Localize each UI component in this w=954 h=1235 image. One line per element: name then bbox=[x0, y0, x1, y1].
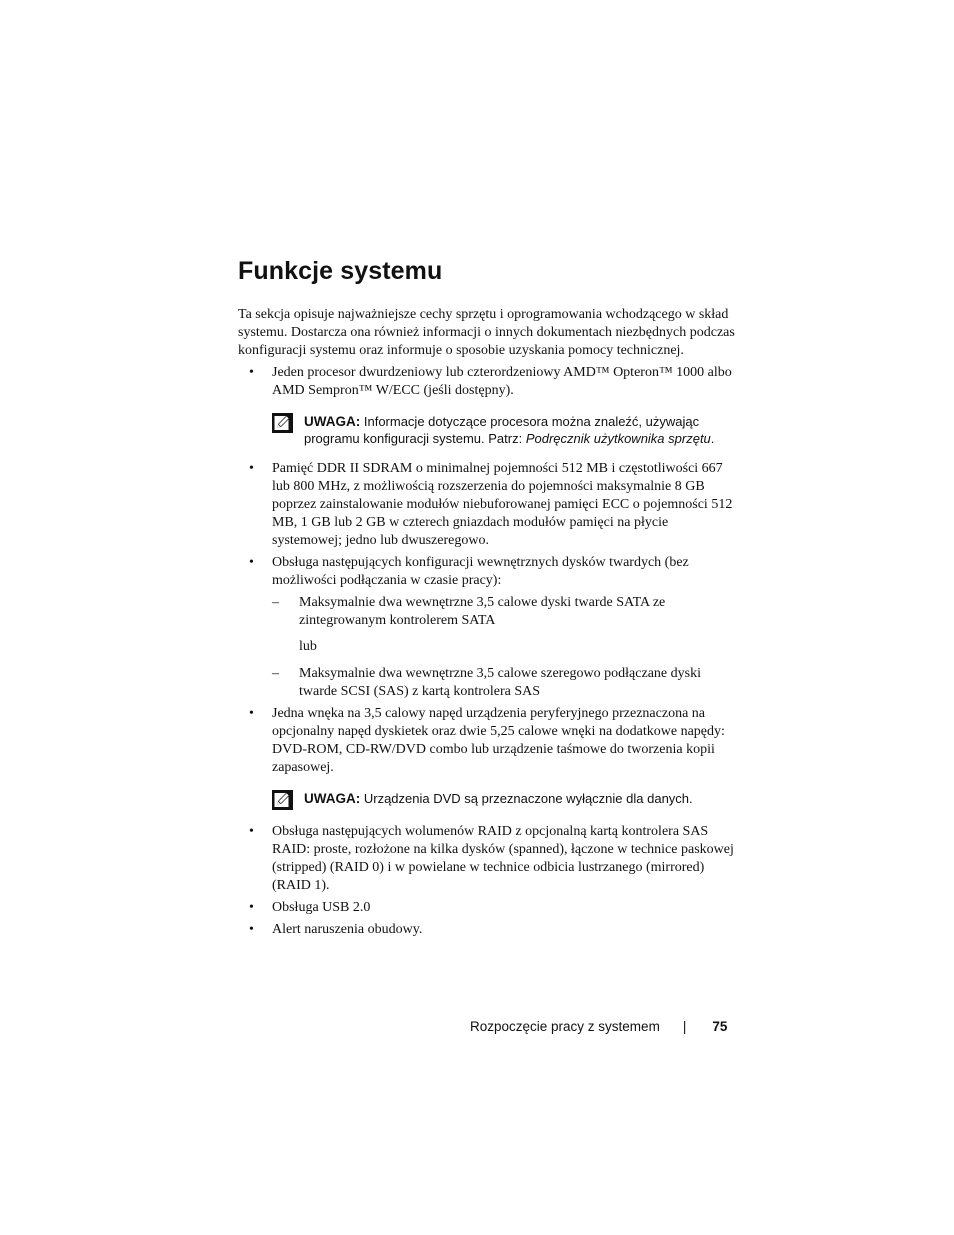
bullet-mark: • bbox=[249, 824, 254, 839]
note-pencil-icon bbox=[272, 790, 293, 810]
list-item-text: Pamięć DDR II SDRAM o minimalnej pojemności 512 MB i częstotliwości 667 lub 800 MHz, z możliwością rozszerzenia do pojemności maksymalnie 8 GB poprzez zainstalowanie modułów niebuforowanej pamięci ECC o pojemności 512 MB, 1 GB lub 2 GB w czterech gniazdach modułów pamięci na płycie systemowej; jedno lub dwuszeregowo. bbox=[272, 461, 733, 548]
note-pencil-icon bbox=[272, 413, 293, 433]
bullet-mark: • bbox=[249, 706, 254, 721]
list-item-text: Jedna wnęka na 3,5 calowy napęd urządzenia peryferyjnego przeznaczona na opcjonalny napęd dyskietek oraz dwie 5,25 calowe wnęki na dodatkowe napędy: DVD-ROM, CD-RW/DVD combo lub urządzenie taśmowe do tworzenia kopii zapasowej. bbox=[272, 706, 725, 775]
note-label: UWAGA: bbox=[304, 791, 361, 806]
sub-list-item-text: Maksymalnie dwa wewnętrzne 3,5 calowe dyski twarde SATA ze zintegrowanym kontrolerem SATA bbox=[299, 595, 666, 628]
sub-list-item bbox=[272, 665, 738, 701]
list-item bbox=[238, 823, 738, 895]
list-item-text: Obsługa następujących wolumenów RAID z opcjonalną kartą kontrolera SAS RAID: proste, rozłożone na kilka dysków (spanned), łączone w technice paskowej (stripped) (RAID 0) i w powielane w technice odbicia lustrzanego (mirrored) (RAID 1). bbox=[272, 824, 734, 893]
intro-paragraph: Ta sekcja opisuje najważniejsze cechy sprzętu i oprogramowania wchodzącego w skład systemu. Dostarcza ona również informacji o innych dokumentach niezbędnych podczas konfiguracji systemu oraz informuje o sposobie uzyskania pomocy technicznej. bbox=[238, 307, 735, 358]
or-text: lub bbox=[299, 639, 317, 654]
list-item-text: Obsługa następujących konfiguracji wewnętrznych dysków twardych (bez możliwości podłączania w czasie pracy): bbox=[272, 555, 689, 588]
note-label: UWAGA: bbox=[304, 414, 361, 429]
list-item bbox=[238, 705, 738, 810]
list-item bbox=[238, 364, 738, 447]
page-content bbox=[238, 256, 738, 943]
page-title: Funkcje systemu bbox=[238, 257, 443, 285]
dash-mark: – bbox=[272, 595, 279, 610]
feature-list bbox=[238, 364, 738, 939]
note-box bbox=[272, 413, 738, 447]
note-text bbox=[304, 413, 738, 447]
bullet-mark: • bbox=[249, 555, 254, 570]
list-item-text: Jeden procesor dwurdzeniowy lub czterordzeniowy AMD™ Opteron™ 1000 albo AMD Sempron™ W/ECC (jeśli dostępny). bbox=[272, 365, 732, 398]
list-item bbox=[238, 921, 738, 939]
note-body: Informacje dotyczące procesora można znaleźć, używając programu konfiguracji systemu. Patrz: bbox=[304, 414, 700, 446]
page-number: 75 bbox=[712, 1019, 728, 1034]
note-box bbox=[272, 790, 738, 810]
bullet-mark: • bbox=[249, 922, 254, 937]
sub-list bbox=[272, 594, 738, 630]
sub-list bbox=[272, 665, 738, 701]
footer-separator: | bbox=[682, 1019, 687, 1034]
page-footer bbox=[470, 1019, 736, 1034]
bullet-mark: • bbox=[249, 900, 254, 915]
list-item bbox=[238, 460, 738, 550]
note-reference: Podręcznik użytkownika sprzętu bbox=[525, 431, 711, 446]
sub-list-item-text: Maksymalnie dwa wewnętrzne 3,5 calowe szeregowo podłączane dyski twarde SCSI (SAS) z kartą kontrolera SAS bbox=[299, 666, 701, 699]
list-item-text: Alert naruszenia obudowy. bbox=[272, 922, 423, 937]
note-body: Urządzenia DVD są przeznaczone wyłącznie dla danych. bbox=[360, 791, 693, 806]
note-end: . bbox=[710, 431, 715, 446]
list-item-text: Obsługa USB 2.0 bbox=[272, 900, 371, 915]
note-text bbox=[304, 790, 693, 807]
sub-list-item bbox=[272, 594, 738, 630]
bullet-mark: • bbox=[249, 461, 254, 476]
dash-mark: – bbox=[272, 666, 279, 681]
list-item bbox=[238, 554, 738, 701]
bullet-mark: • bbox=[249, 365, 254, 380]
list-item bbox=[238, 899, 738, 917]
footer-section-title: Rozpoczęcie pracy z systemem bbox=[470, 1019, 660, 1034]
